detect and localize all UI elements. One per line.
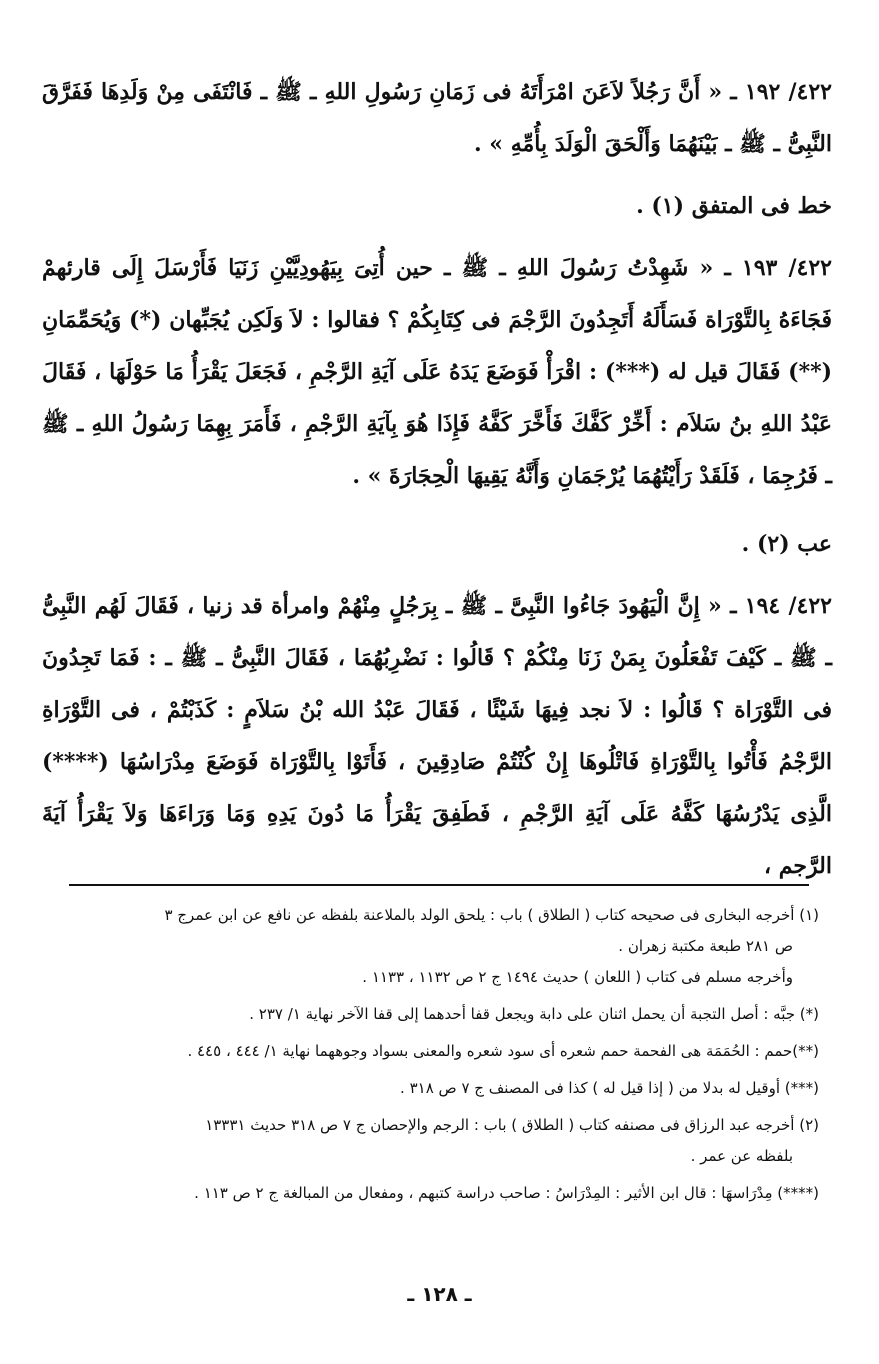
- footnote-1-muslim: وأخرجه مسلم فى كتاب ( اللعان ) حديث ١٤٩٤ ج ٢ ص ١١٣٢ ، ١١٣٣ .: [362, 968, 793, 986]
- footnote-2-cont: بلفظه عن عمر .: [690, 1147, 793, 1165]
- hadith-192: ٤٢٢/ ١٩٢ ـ « أَنَّ رَجُلاً لاَعَنَ امْرَأَتَهُ فى زَمَانِ رَسُولِ اللهِ ـ ﷺ ـ فَانْتَفَى مِنْ وَلَدِهَا فَفَرَّقَ النَّبِىُّ ـ ﷺ ـ بَيْنَهُمَا وَأَلْحَقَ الْوَلَدَ بِأُمِّهِ » .: [42, 79, 832, 157]
- page-number: ـ ١٢٨ ـ: [407, 1282, 472, 1306]
- hadith-193-source: عب (٢) .: [741, 531, 832, 557]
- footnote-star-1: (*) جبَّه : أصل التجبة أن يحمل اثنان على دابة ويجعل قفا أحدهما إلى قفا الآخر نهاية ١/ ٢٣٧ .: [249, 1005, 819, 1023]
- hadith-193: ٤٢٢/ ١٩٣ ـ « شَهِدْتُ رَسُولَ اللهِ ـ ﷺ ـ حين أُتِىَ بِيَهُودِيَّيْنِ زَنَيَا فَأَرْسَلَ إِلَى قارئهمْ فَجَاءَهُ بِالتَّوْرَاة فَسَأَلَهُ أَتَجِدُونَ الرَّجْمَ فى كِتَابِكُمْ ؟ فقالوا : لاَ وَلَكِن يُجَبِّهان (*) وَيُحَمِّمَانِ (**) فَقَالَ قيل له (***) : اقْرَأْ فَوَضَعَ يَدَهُ عَلَى آيَةِ الرَّجْمِ ، فَجَعَلَ يَقْرَأُ مَا حَوْلَهَا ، فَقَالَ عَبْدُ اللهِ بنُ سَلاَم : أَخِّرْ كَفَّكَ فَأَخَّرَ كَفَّهُ فَإِذَا هُوَ بِآيَةِ الرَّجْمِ ، فَأَمَرَ بِهِمَا رَسُولُ اللهِ ـ ﷺ ـ فَرُجِمَا ، فَلَقَدْ رَأَيْتُهُمَا يُرْجَمَانِ وَأَنَّهُ يَقِيهَا الْحِجَارَةَ » .: [42, 255, 832, 489]
- footnote-1-cont: ص ٢٨١ طبعة مكتبة زهران .: [618, 937, 793, 955]
- footnotes: [49, 900, 819, 1209]
- footnote-1: (١) أخرجه البخارى فى صحيحه كتاب ( الطلاق ) باب : يلحق الولد بالملاعنة بلفظه عن نافع عن ابن عمرج ٣: [164, 906, 819, 924]
- footnote-star-3: (***) أوقيل له بدلا من ( إذا قيل له ) كذا فى المصنف ج ٧ ص ٣١٨ .: [400, 1079, 819, 1097]
- hadith-192-source: خط فى المتفق (١) .: [636, 193, 832, 219]
- hadith-194: ٤٢٢/ ١٩٤ ـ « إِنَّ الْيَهُودَ جَاءُوا النَّبِىَّ ـ ﷺ ـ بِرَجُلٍ مِنْهُمْ وامرأة قد زنيا ، فَقَالَ لَهُم النَّبِىُّ ـ ﷺ ـ كَيْفَ تَفْعَلُونَ بِمَنْ زَنَا مِنْكُمْ ؟ قَالُوا : نَضْرِبُهُمَا ، فَقَالَ النَّبِىُّ ـ ﷺ ـ : فَمَا تَجِدُونَ فى التَّوْرَاة ؟ قَالُوا : لاَ نجد فِيهَا شَيْئًا ، فَقَالَ عَبْدُ الله بْنُ سَلاَمٍ : كَذَبْتُمْ ، فى التَّوْرَاةِ الرَّجْمُ فَأْتُوا بِالتَّوْرَاةِ فَاتْلُوهَا إِنْ كُنْتُمْ صَادِقِينَ ، فَأَتَوْا بِالتَّوْرَاة فَوَضَعَ مِدْرَاسُهَا (****) الَّذِى يَدْرُسُهَا كَفَّهُ عَلَى آيَةِ الرَّجْمِ ، فَطَفِقَ يَقْرَأُ مَا دُونَ يَدِهِ وَمَا وَرَاءَهَا وَلاَ يَقْرَأُ آيَةَ الرَّجم ،: [42, 593, 832, 879]
- footnote-star-4: (****) مِدْرَاسهَا : قال ابن الأثير : المِدْرَاسُ : صاحب دراسة كتبهم ، ومفعال من المبالغة ج ٢ ص ١١٣ .: [194, 1184, 819, 1202]
- footnote-2: (٢) أخرجه عبد الرزاق فى مصنفه كتاب ( الطلاق ) باب : الرجم والإحصان ج ٧ ص ٣١٨ حديث ١٣٣٣١: [205, 1116, 819, 1134]
- footnote-star-2: (**)حمم : الحُمَمَة هى الفحمة حمم شعره أى سود شعره والمعنى بسواد وجوههما نهاية ١/ ٤٤٤ ، ٤٤٥ .: [187, 1042, 819, 1060]
- footnote-divider: [69, 884, 809, 886]
- main-text: [42, 66, 832, 892]
